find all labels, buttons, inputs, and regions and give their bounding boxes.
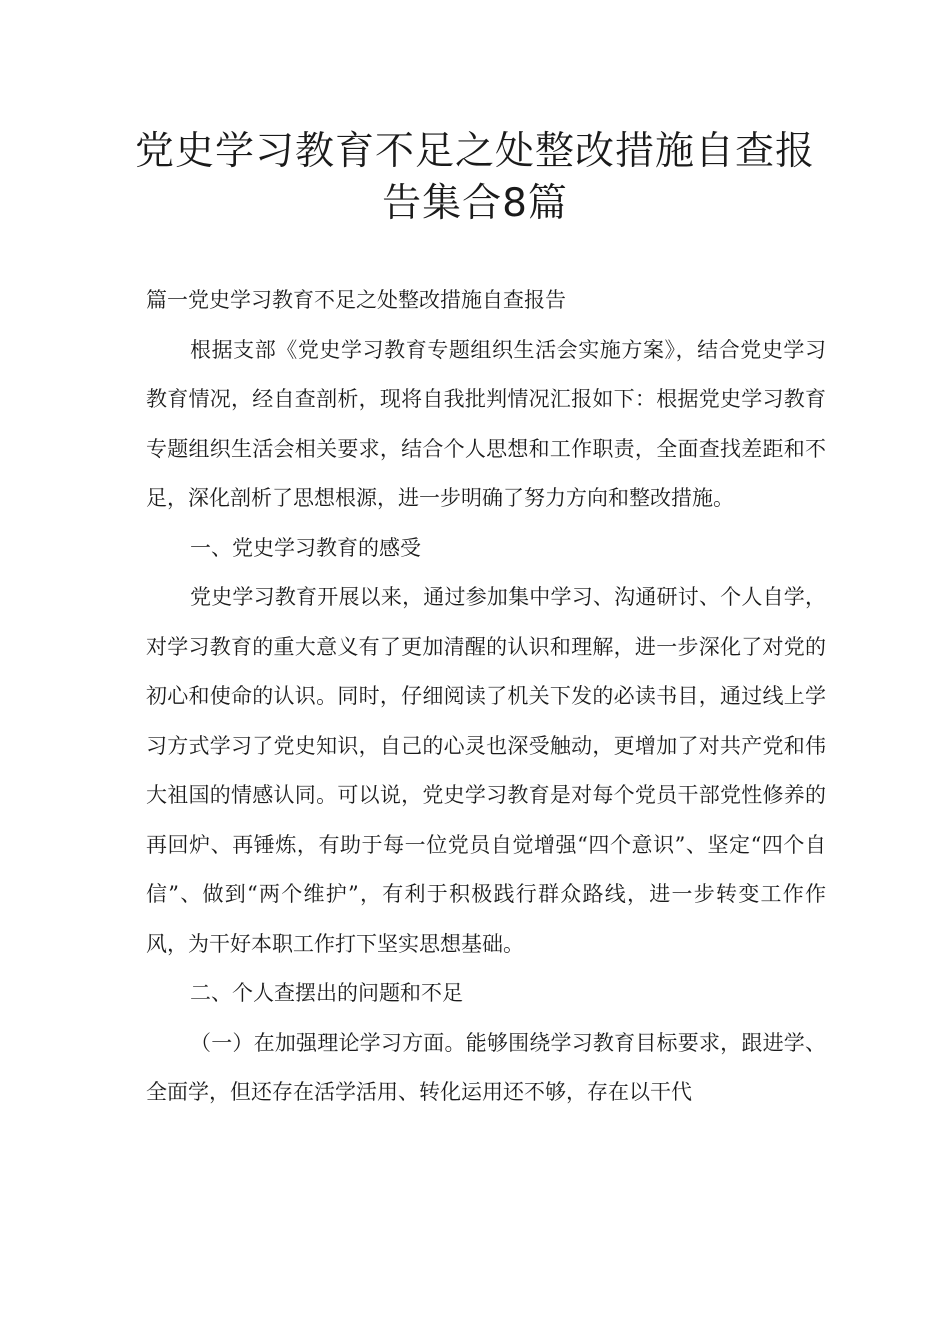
paragraph-intro: 根据支部《党史学习教育专题组织生活会实施方案》，结合党史学习教育情况，经自查剖析，现将自我批判情况汇报如下：根据党史学习教育专题组织生活会相关要求，结合个人思想和工作职责，全面查找差距和不足，深化剖析了思想根源，进一步明确了努力方向和整改措施。 <box>146 337 826 510</box>
heading-problems: 二、个人查摆出的问题和不足 <box>190 981 463 1005</box>
document-body <box>146 276 826 1118</box>
title-line-2: 告集合8篇 <box>382 181 568 226</box>
paragraph-theory-study: （一）在加强理论学习方面。能够围绕学习教育目标要求，跟进学、全面学，但还存在活学活用、转化运用还不够，存在以干代 <box>146 1030 826 1104</box>
section-subtitle: 篇一党史学习教育不足之处整改措施自查报告 <box>146 288 566 312</box>
heading-feelings: 一、党史学习教育的感受 <box>190 535 421 560</box>
title-line-1: 党史学习教育不足之处整改措施自查报 <box>134 129 815 174</box>
document-title <box>120 126 830 230</box>
paragraph-feelings: 党史学习教育开展以来，通过参加集中学习、沟通研讨、个人自学，对学习教育的重大意义有了更加清醒的认识和理解，进一步深化了对党的初心和使命的认识。同时，仔细阅读了机关下发的必读书目，通过线上学习方式学习了党史知识，自己的心灵也深受触动，更增加了对共产党和伟大祖国的情感认同。可以说，党史学习教育是对每个党员干部党性修养的再回炉、再锤炼，有助于每一位党员自觉增强“四个意识”、坚定“四个自信”、做到“两个维护”，有利于积极践行群众路线，进一步转变工作作风，为干好本职工作打下坚实思想基础。 <box>146 585 826 956</box>
